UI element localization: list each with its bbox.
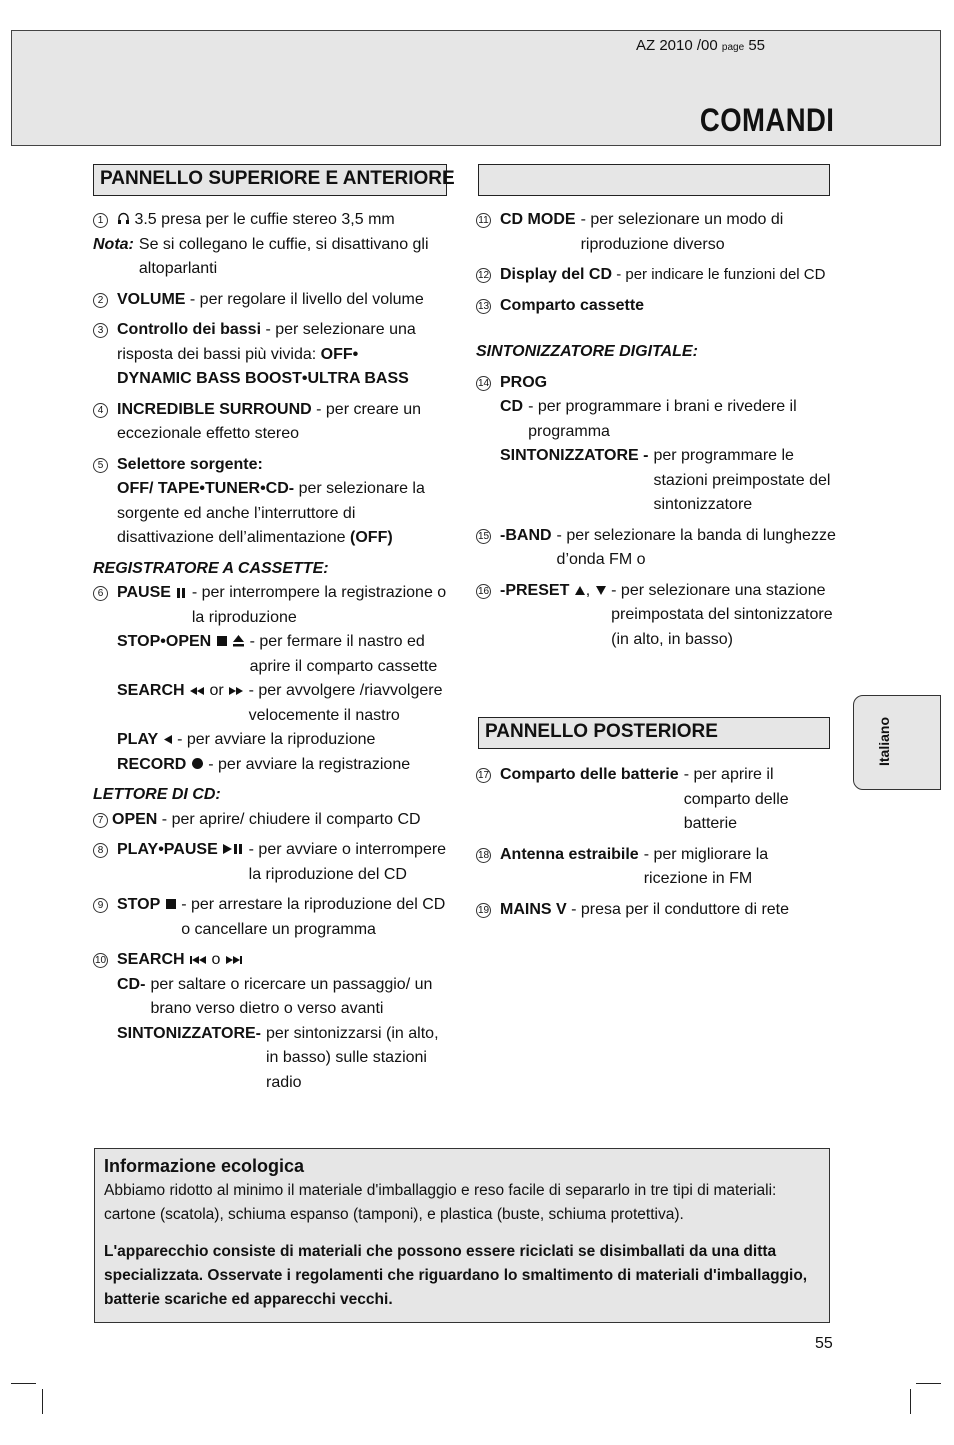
list-item: 4 INCREDIBLE SURROUND - per creare un eccezionale effetto stereo [93, 398, 453, 447]
fast-forward-icon [228, 686, 244, 696]
item-number: 9 [93, 898, 108, 913]
list-item: 12 Display del CD - per indicare le funzioni del CD [477, 266, 826, 283]
model-page-label [636, 37, 765, 54]
item-number: 1 [93, 213, 108, 228]
item-number: 7 [93, 813, 108, 828]
eco-info-box [94, 1148, 830, 1323]
record-icon [191, 757, 204, 770]
list-item: 7 OPEN - per aprire/ chiudere il comparto CD [93, 808, 453, 833]
crop-mark [42, 1389, 43, 1414]
item-number: 10 [94, 955, 107, 966]
crop-mark [910, 1389, 911, 1414]
language-tab [853, 695, 941, 790]
list-item: 18 Antenna estraibile - per migliorare la ricezione in FM [477, 845, 769, 887]
header-page-number: 55 [748, 37, 766, 54]
list-item: 14 PROG CD - per programmare i brani e rivedere il programma SINTONIZZATORE - per programmare le stazioni preimpostate del sintonizzatore [477, 373, 831, 513]
item-number: 15 [477, 530, 490, 542]
list-item: 2 VOLUME - per regolare il livello del volume [93, 288, 453, 313]
item-number: 4 [93, 403, 108, 418]
list-item: 16 -PRESET , - per selezionare una stazione preimpostata del sintonizzatore (in alto, in basso) [477, 581, 833, 648]
arrow-down-icon [595, 585, 607, 596]
list-item: 5 Selettore sorgente: OFF/ TAPE•TUNER•CD- per selezionare la sorgente ed anche l’interruttore di disattivazione dell’alimentazione (OFF) [93, 453, 453, 551]
list-item: 3 Controllo dei bassi - per selezionare una risposta dei bassi più vivida: OFF• DYNAMIC BASS BOOST•ULTRA BASS [93, 318, 453, 392]
page-number: 55 [815, 1335, 833, 1352]
item-number: 18 [477, 849, 490, 861]
list-item: 8 PLAY•PAUSE - per avviare o interrompere la riproduzione del CD [93, 838, 453, 887]
section-heading-top-front: PANNELLO SUPERIORE E ANTERIORE [93, 164, 447, 196]
list-item: 9 STOP - per arrestare la riproduzione del CD o cancellare un programma [93, 893, 453, 942]
eco-paragraph: Abbiamo ridotto al minimo il materiale d'imballaggio e reso facile di separarlo in tre tipi di materiali: cartone (scatola), schiuma espanso (tamponi), e plastica (buste, schiuma protettiva). [104, 1182, 777, 1223]
model-number: AZ 2010 /00 [636, 37, 718, 54]
headphones-icon [117, 212, 130, 225]
skip-back-icon [189, 955, 207, 965]
crop-mark [11, 1383, 36, 1384]
eco-title: Informazione ecologica [104, 1156, 305, 1176]
language-tab-label: Italiano [876, 716, 892, 766]
item-number: 16 [477, 585, 490, 597]
list-item: 17 Comparto delle batterie - per aprire il comparto delle batterie [477, 766, 789, 832]
item-number: 5 [93, 458, 108, 473]
list-item: 15 -BAND - per selezionare la banda di lunghezze d’onda FM o [477, 526, 836, 568]
list-item: 1 3.5 presa per le cuffie stereo 3,5 mm [93, 208, 453, 233]
list-item: 11 CD MODE - per selezionare un modo di riproduzione diverso [476, 208, 836, 257]
item-number: 8 [93, 843, 108, 858]
list-item: 19 MAINS V - presa per il conduttore di rete [477, 900, 790, 918]
right-column-rear [476, 763, 836, 922]
subheading-tuner: SINTONIZZATORE DIGITALE: [476, 343, 698, 360]
section-heading-empty [478, 164, 830, 196]
item-number: 3 [93, 323, 108, 338]
rewind-icon [189, 686, 205, 696]
item-number: 19 [477, 904, 490, 916]
eject-icon [232, 634, 245, 647]
page-word: page [721, 42, 745, 53]
item-number: 17 [477, 770, 490, 781]
list-item: 13 Comparto cassette [477, 296, 645, 314]
left-column [93, 208, 453, 1095]
subheading-cd: LETTORE DI CD: [93, 786, 221, 803]
subheading-cassette: REGISTRATORE A CASSETTE: [93, 559, 329, 577]
list-item: 6 PAUSE - per interrompere la registrazione o la riproduzione STOP•OPEN - per fermare il nastro ed aprire il comparto cassette SEARCH or - per avvolgere /riavvolgere velocemente il nastro PLAY - per avviare la riproduzione RECORD - per avviare la registrazione [93, 581, 453, 777]
list-item: 10 SEARCH o CD- per saltare o ricercare un passaggio/ un brano verso dietro o verso avanti SINTONIZZATORE- per sintonizzarsi (in alto, in basso) sulle stazioni radio [94, 951, 439, 1091]
item-number: 2 [93, 293, 108, 308]
item-number: 14 [477, 377, 490, 389]
note: Nota: Se si collegano le cuffie, si disattivano gli altoparlanti [93, 235, 429, 277]
play-reverse-icon [163, 734, 173, 745]
stop-icon [216, 635, 228, 647]
skip-forward-icon [225, 955, 243, 965]
play-pause-icon [222, 843, 244, 855]
section-heading-rear: PANNELLO POSTERIORE [478, 717, 830, 749]
eco-paragraph-bold: L'apparecchio consiste di materiali che possono essere riciclati se disimballati da una ditta specializzata. Osservate i regolamenti che riguardano lo smaltimento di materiali d'imballaggio, batterie scariche ed apparecchi vecchi. [104, 1243, 808, 1308]
crop-mark [916, 1383, 941, 1384]
page-title: COMANDI [699, 102, 834, 138]
arrow-up-icon [574, 585, 586, 596]
pause-icon [175, 587, 187, 598]
item-number: 6 [93, 586, 108, 601]
stop-icon [165, 898, 177, 910]
item-number: 12 [477, 270, 490, 281]
right-column [476, 208, 836, 652]
item-number: 11 [476, 213, 491, 228]
item-number: 13 [477, 300, 490, 312]
